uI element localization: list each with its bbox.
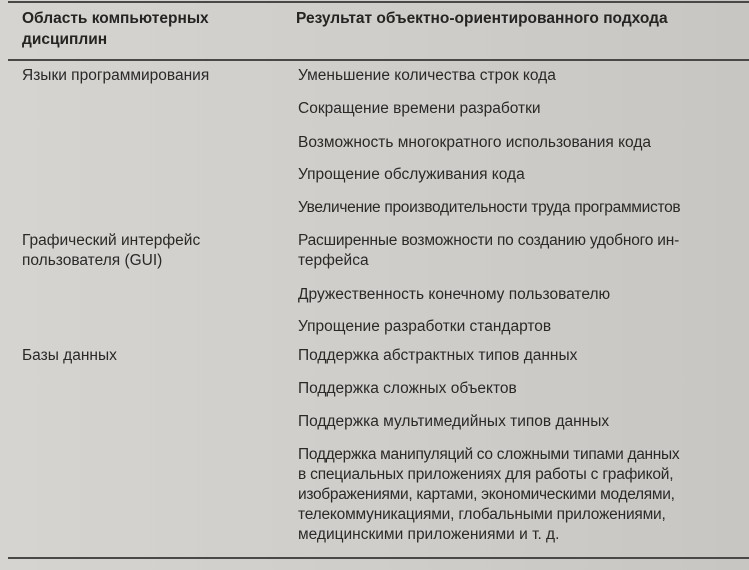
table-bottom-rule bbox=[8, 557, 749, 559]
result-row: Упрощение обслуживания кода bbox=[298, 166, 525, 183]
result-row: Уменьшение количества строк кода bbox=[298, 67, 556, 84]
table-top-rule bbox=[8, 1, 749, 3]
result-row-line1: Расширенные возможности по созданию удобного ин- bbox=[298, 232, 680, 249]
result-row: Упрощение разработки стандартов bbox=[298, 318, 552, 335]
header-area-line2: дисциплин bbox=[22, 31, 108, 48]
result-row: Поддержка мультимедийных типов данных bbox=[298, 413, 610, 430]
result-row-line4: телекоммуникациями, глобальными приложениями, bbox=[298, 506, 666, 523]
table-header bbox=[0, 8, 749, 58]
result-row: Дружественность конечному пользователю bbox=[298, 286, 611, 303]
header-area-column bbox=[22, 8, 272, 50]
category-gui-line1: Графический интерфейс bbox=[22, 232, 201, 249]
header-result-column: Результат объектно-ориентированного подхода bbox=[296, 10, 668, 27]
category-gui-line2: пользователя (GUI) bbox=[22, 252, 163, 269]
result-row-line2: терфейса bbox=[298, 252, 369, 269]
category-programming: Языки программирования bbox=[22, 67, 210, 84]
result-row: Увеличение производительности труда программистов bbox=[298, 199, 681, 216]
category-databases: Базы данных bbox=[22, 347, 117, 364]
result-row-line5: медицинскими приложениями и т. д. bbox=[298, 526, 560, 543]
header-separator-rule bbox=[8, 59, 749, 61]
result-row: Сокращение времени разработки bbox=[298, 100, 541, 117]
result-row-line2: в специальных приложениях для работы с графикой, bbox=[298, 466, 674, 483]
result-row: Возможность многократного использования кода bbox=[298, 134, 651, 151]
result-row: Поддержка сложных объектов bbox=[298, 380, 517, 397]
result-row-line1: Поддержка манипуляций со сложными типами данных bbox=[298, 446, 680, 463]
header-area-line1: Область компьютерных bbox=[22, 10, 209, 27]
result-row-line3: изображениями, картами, экономическими моделями, bbox=[298, 486, 675, 503]
result-row: Поддержка абстрактных типов данных bbox=[298, 347, 578, 364]
